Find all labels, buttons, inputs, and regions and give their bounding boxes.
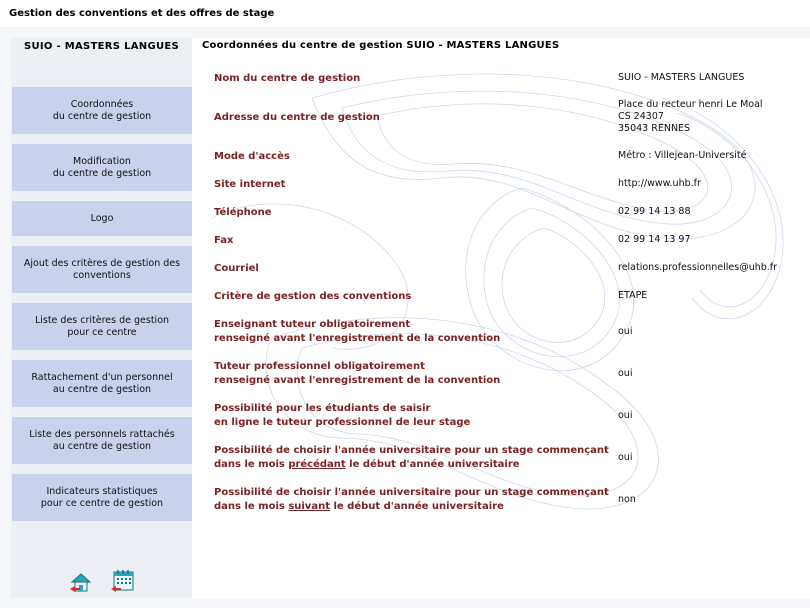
sidebar-item-label: Logo [90, 212, 114, 224]
sidebar [11, 38, 192, 598]
field-label-line: en ligne le tuteur professionnel de leur stage [214, 417, 471, 428]
field-label-line: Tuteur professionnel obligatoirement [214, 361, 425, 372]
sidebar-title: SUIO - MASTERS LANGUES [23, 41, 180, 52]
label-text: le début d'année universitaire [345, 459, 520, 470]
label-text: dans le mois [214, 459, 289, 470]
sidebar-item-liste-personnels[interactable] [12, 417, 192, 464]
field-label [214, 360, 614, 388]
field-value: relations.professionnelles@uhb.fr [618, 262, 778, 273]
sidebar-item-ajout-criteres[interactable] [12, 246, 192, 293]
field-label: Adresse du centre de gestion [214, 112, 380, 123]
field-value: Place du recteur henri Le Moal CS 24307 35043 RENNES [618, 99, 763, 134]
field-label-line [214, 458, 614, 472]
sidebar-item-rattachement[interactable] [12, 360, 192, 407]
field-label-line: Enseignant tuteur obligatoirement [214, 319, 411, 330]
field-label-line: renseigné avant l'enregistrement de la convention [214, 375, 501, 386]
label-text: le début d'année universitaire [329, 501, 504, 512]
sidebar-icon-bar [69, 566, 149, 596]
field-label [214, 318, 614, 346]
field-label-line [214, 500, 614, 514]
field-value: http://www.uhb.fr [618, 178, 701, 189]
field-value: SUIO - MASTERS LANGUES [618, 72, 745, 83]
field-label [214, 444, 614, 472]
label-emphasis: précédant [288, 459, 346, 470]
field-label [214, 486, 614, 514]
sidebar-item-label: Coordonnées du centre de gestion [52, 98, 152, 122]
field-value: ETAPE [618, 290, 648, 301]
sidebar-item-label: Liste des critères de gestion pour ce centre [34, 314, 170, 338]
field-label-line: Possibilité de choisir l'année universitaire pour un stage commençant [214, 487, 609, 498]
field-label: Fax [214, 235, 234, 246]
field-label: Site internet [214, 179, 286, 190]
field-value: Métro : Villejean-Université [618, 150, 747, 161]
field-value: oui [618, 410, 633, 421]
field-label-line: renseigné avant l'enregistrement de la convention [214, 333, 501, 344]
sidebar-item-modification[interactable] [12, 144, 192, 191]
sidebar-item-logo[interactable] [12, 201, 192, 236]
page-title: Coordonnées du centre de gestion SUIO - MASTERS LANGUES [202, 40, 560, 51]
label-text: dans le mois [214, 501, 289, 512]
sidebar-item-label: Ajout des critères de gestion des conventions [23, 257, 181, 281]
field-label-line: Possibilité pour les étudiants de saisir [214, 403, 431, 414]
field-value: oui [618, 326, 633, 337]
calendar-icon[interactable] [111, 568, 135, 594]
field-label: Mode d'accès [214, 151, 290, 162]
field-label: Critère de gestion des conventions [214, 291, 412, 302]
field-value: 02 99 14 13 88 [618, 206, 691, 217]
app-title: Gestion des conventions et des offres de stage [9, 8, 275, 19]
sidebar-item-label: Rattachement d'un personnel au centre de gestion [31, 371, 173, 395]
field-label: Nom du centre de gestion [214, 73, 361, 84]
sidebar-item-label: Modification du centre de gestion [52, 155, 152, 179]
sidebar-item-label: Liste des personnels rattachés au centre de gestion [29, 428, 175, 452]
field-value: oui [618, 452, 633, 463]
field-value: non [618, 494, 636, 505]
field-label-line: Possibilité de choisir l'année universitaire pour un stage commençant [214, 445, 609, 456]
field-label [214, 402, 614, 430]
field-label: Téléphone [214, 207, 272, 218]
field-value: 02 99 14 13 97 [618, 234, 691, 245]
sidebar-item-indicateurs[interactable] [12, 474, 192, 521]
sidebar-item-label: Indicateurs statistiques pour ce centre de gestion [40, 485, 164, 509]
field-label: Courriel [214, 263, 259, 274]
home-icon[interactable] [69, 570, 93, 594]
main-panel [192, 38, 810, 598]
field-value: oui [618, 368, 633, 379]
app-header [0, 0, 810, 27]
sidebar-item-coordonnees[interactable] [12, 87, 192, 134]
sidebar-item-liste-criteres[interactable] [12, 303, 192, 350]
label-emphasis: suivant [288, 501, 330, 512]
